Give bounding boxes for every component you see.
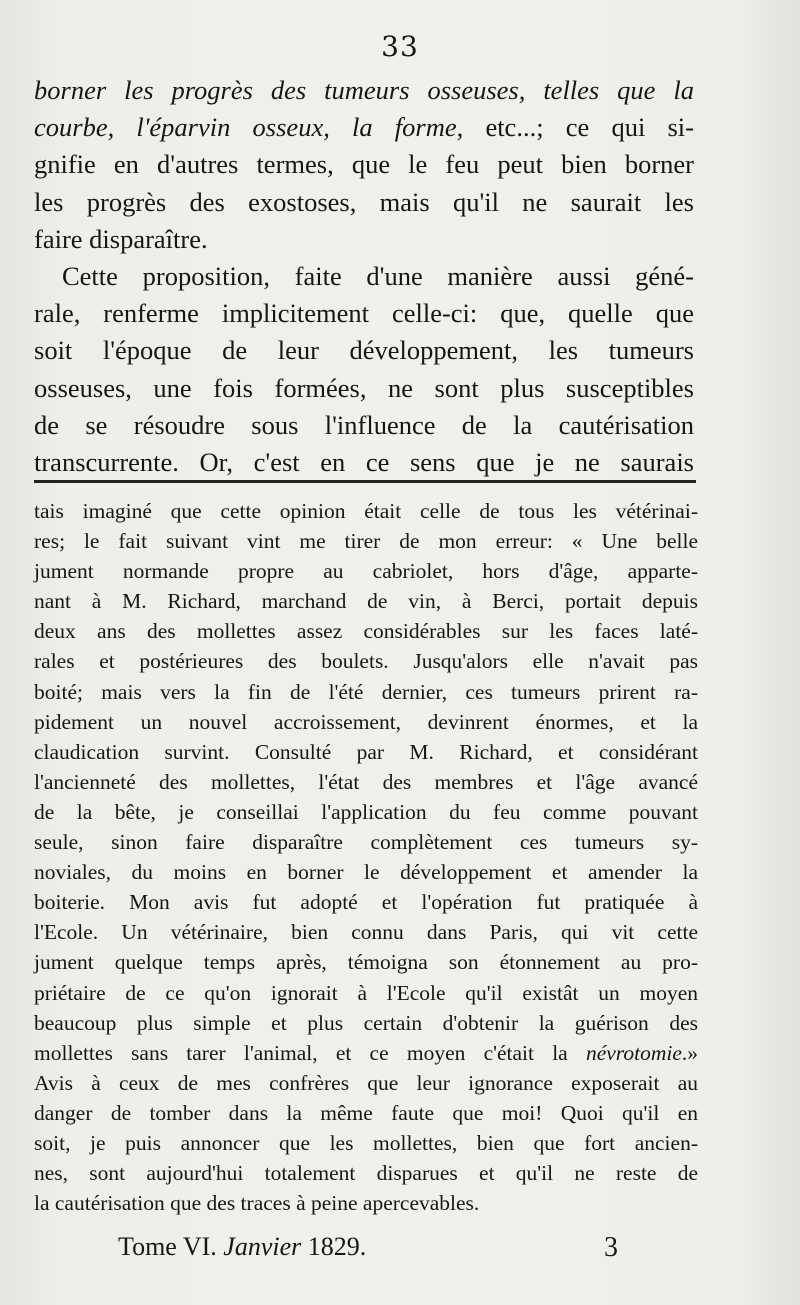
footnote-line [34,616,698,646]
text-run: etc...; ce qui si- [485,112,694,143]
text-run: rale, renferme implicitement celle-ci: que, quelle que [34,298,694,329]
body-line [34,258,694,295]
text-run: danger de tomber dans la même faute que moi! Quoi qu'il en [34,1100,698,1125]
text-run: jument normande propre au cabriolet, hors d'âge, apparte- [34,559,698,584]
footnote-line [34,586,698,616]
text-run: la cautérisation que des traces à peine apercevables. [34,1191,480,1216]
footnote-line [34,827,698,857]
footnote-separator [34,480,696,483]
text-run: boiterie. Mon avis fut adopté et l'opération fut pratiquée à [34,890,698,915]
body-line [34,407,694,444]
text-run: courbe, l'éparvin osseux, la forme, [34,112,486,143]
footnote-line [34,1128,698,1158]
page-number: 33 [381,30,419,63]
text-run: boité; mais vers la fin de l'été dernier, ces tumeurs prirent ra- [34,679,698,704]
footnote-line [34,1038,698,1068]
text-run: mollettes sans tarer l'animal, et ce moyen c'était la [34,1040,586,1065]
volume-date-line [118,1232,366,1262]
text-run: les progrès des exostoses, mais qu'il ne saurait les [34,186,694,217]
text-run: soit l'époque de leur développement, les tumeurs [34,335,694,366]
footnote-line [34,556,698,586]
text-run: gnifie en d'autres termes, que le feu peut bien borner [34,149,694,180]
footnote-line [34,1188,698,1218]
footnote-line [34,947,698,977]
body-line [34,444,694,481]
text-run: tais imaginé que cette opinion était celle de tous les vétérinai- [34,499,698,523]
footnote-line [34,1098,698,1128]
text-run: l'ancienneté des mollettes, l'état des membres et l'âge avancé [34,769,698,794]
text-run: claudication survint. Consulté par M. Richard, et considérant [34,739,698,764]
text-run: soit, je puis annoncer que les mollettes, bien que fort ancien- [34,1130,698,1155]
text-run: deux ans des mollettes assez considérables sur les faces laté- [34,619,698,644]
footnote-line [34,737,698,767]
text-run: .» [681,1040,698,1065]
text-run: nant à M. Richard, marchand de vin, à Berci, portait depuis [34,589,698,614]
footnote-line [34,677,698,707]
signature-mark: 3 [604,1232,618,1263]
text-run: jument quelque temps après, témoigna son étonnement au pro- [34,950,698,975]
text-run: transcurrente. Or, c'est en ce sens que je ne saurais [34,447,694,478]
volume-label: Tome VI. [118,1232,217,1261]
text-run: noviales, du moins en borner le développement et amender la [34,860,698,885]
text-run: Cette proposition, faite d'une manière aussi géné- [62,261,694,292]
body-line [34,146,694,183]
body-line [34,370,694,407]
footnote-line [34,496,698,526]
footnote-line [34,1158,698,1188]
footnote-line [34,1068,698,1098]
text-run: rales et postérieures des boulets. Jusqu'alors elle n'avait pas [34,649,698,674]
footnote-line [34,917,698,947]
footnote-line [34,797,698,827]
footnote-line [34,707,698,737]
text-run: pidement un nouvel accroissement, devinrent énormes, et la [34,709,698,734]
footnote-line [34,887,698,917]
footnote-line [34,1008,698,1038]
year-label: 1829. [307,1232,367,1261]
text-run: Avis à ceux de mes confrères que leur ignorance exposerait au [34,1070,698,1095]
text-run: res; le fait suivant vint me tirer de mon erreur: « Une belle [34,529,698,554]
text-run: l'Ecole. Un vétérinaire, bien connu dans Paris, qui vit cette [34,920,698,945]
text-run: de la bête, je conseillai l'application du feu comme pouvant [34,799,698,824]
body-line [34,295,694,332]
body-line [34,109,694,146]
month-label: Janvier [223,1232,302,1261]
text-run: faire disparaître. [34,223,208,254]
text-run: nes, sont aujourd'hui totalement disparues et qu'il ne reste de [34,1161,698,1186]
text-run: borner les progrès des tumeurs osseuses, telles que la [34,75,694,105]
text-run: beaucoup plus simple et plus certain d'obtenir la guérison des [34,1010,698,1035]
text-run: de se résoudre sous l'influence de la cautérisation [34,409,694,440]
text-run: seule, sinon faire disparaître complètement ces tumeurs sy- [34,830,698,855]
footnote-text [34,496,698,1218]
footnote-line [34,526,698,556]
body-line [34,72,694,109]
text-run: névrotomie [585,1040,682,1065]
text-run: osseuses, une fois formées, ne sont plus susceptibles [34,372,694,403]
footnote-line [34,646,698,676]
body-line [34,221,694,258]
footnote-line [34,978,698,1008]
main-text [34,72,694,481]
footnote-line [34,857,698,887]
footnote-line [34,767,698,797]
body-line [34,332,694,369]
body-line [34,184,694,221]
text-run: priétaire de ce qu'on ignorait à l'Ecole qu'il existât un moyen [34,980,698,1005]
